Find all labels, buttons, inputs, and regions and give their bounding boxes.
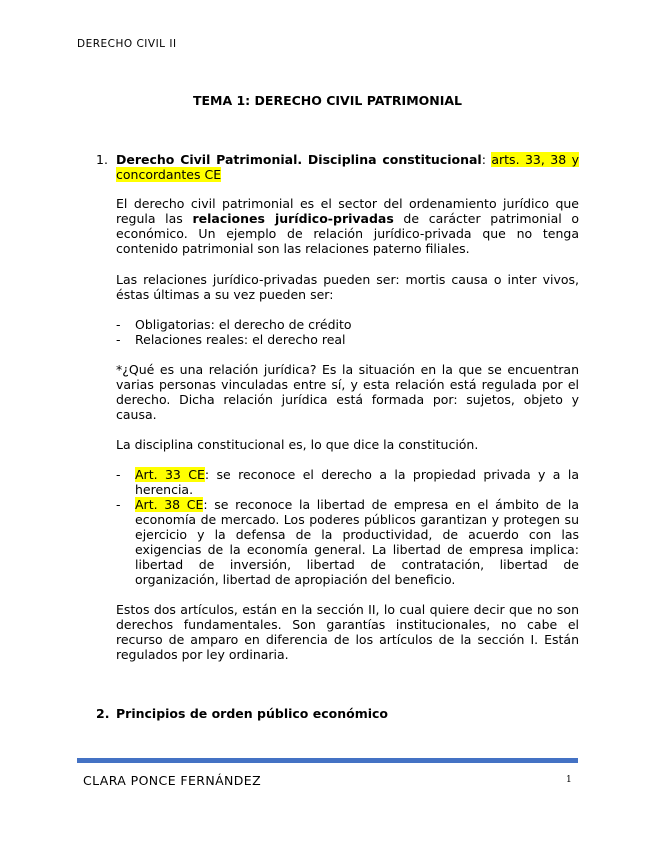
list-item-obligatorias: Obligatorias: el derecho de crédito — [135, 317, 352, 332]
paragraph-seccion-ii: Estos dos artículos, están en la sección II, lo cual quiere decir que no son derechos fundamentales. Son garantías institucionales, no cabe el recurso de amparo en diferencia de los artículos de la sección I. Están regulados por ley ordinaria. — [116, 602, 579, 662]
paragraph-relacion-juridica: *¿Qué es una relación jurídica? Es la situación en la que se encuentran varias personas vinculadas entre sí, y esta relación está regulada por el derecho. Dicha relación jurídica está formada por: sujetos, objeto y causa. — [116, 362, 579, 422]
art-38-highlight: Art. 38 CE — [135, 497, 204, 512]
paragraph-types: Las relaciones jurídico-privadas pueden ser: mortis causa o inter vivos, éstas últimas a su vez pueden ser: — [116, 272, 579, 302]
footer-divider — [77, 758, 578, 763]
list-bullet: - — [116, 467, 121, 482]
page-header: DERECHO CIVIL II — [77, 38, 177, 50]
paragraph-definition — [116, 196, 579, 256]
page-title: TEMA 1: DERECHO CIVIL PATRIMONIAL — [192, 93, 463, 108]
art-33-text: : se reconoce el derecho a la propiedad privada y a la herencia. — [135, 467, 579, 497]
paragraph-disciplina: La disciplina constitucional es, lo que dice la constitución. — [116, 437, 479, 452]
paragraph-definition-part-a: El derecho civil patrimonial es el sector del ordenamiento jurídico que regula las — [116, 196, 579, 226]
section-1-heading-text: Derecho Civil Patrimonial. Disciplina constitucional — [116, 152, 482, 167]
section-2-heading: Principios de orden público económico — [116, 706, 389, 721]
section-1-heading — [116, 152, 579, 182]
page-number: 1 — [566, 775, 572, 785]
list-item-art-33 — [135, 467, 579, 497]
art-33-highlight: Art. 33 CE — [135, 467, 205, 482]
section-1-number: 1. — [96, 152, 108, 167]
section-1-articles-highlight: arts. 33, 38 y concordantes CE — [116, 152, 579, 182]
list-bullet: - — [116, 317, 121, 332]
art-38-text: : se reconoce la libertad de empresa en el ámbito de la economía de mercado. Los poderes públicos garantizan y protegen su ejercicio y la defensa de la productividad, de acuerdo con las exigencias de la economía general. La libertad de empresa implica: libertad de inversión, libertad de contratación, libertad de organización, libertad de apropiación del beneficio. — [135, 497, 579, 587]
footer-author: CLARA PONCE FERNÁNDEZ — [83, 773, 262, 788]
section-1-heading-colon: : — [481, 152, 486, 167]
list-bullet: - — [116, 332, 121, 347]
paragraph-definition-part-b: de carácter patrimonial o económico. Un ejemplo de relación jurídico-privada que no tenga contenido patrimonial son las relaciones paterno filiales. — [116, 211, 580, 256]
list-bullet: - — [116, 497, 121, 512]
list-item-reales: Relaciones reales: el derecho real — [135, 332, 346, 347]
list-item-art-38 — [135, 497, 579, 587]
paragraph-definition-bold: relaciones jurídico-privadas — [192, 211, 394, 226]
section-2-number: 2. — [96, 706, 110, 721]
